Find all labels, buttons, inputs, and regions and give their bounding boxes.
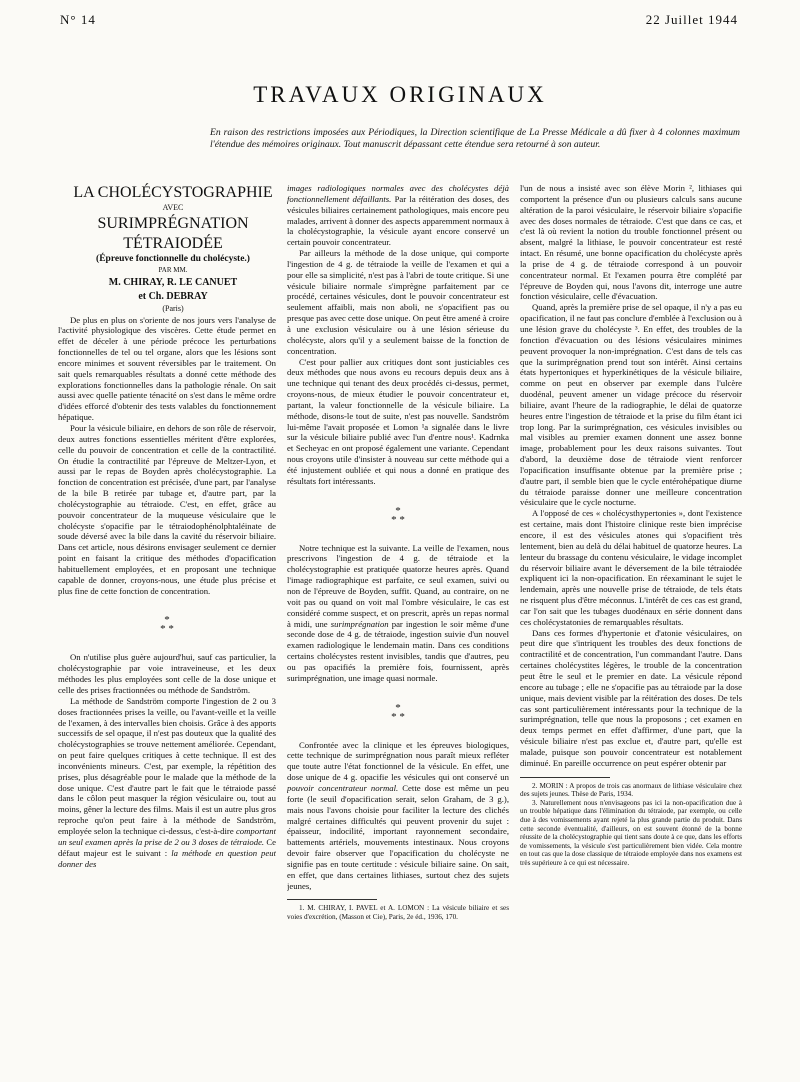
author-city: (Paris) xyxy=(162,303,184,313)
text-run: Ce défaut majeur est le suivant : xyxy=(58,836,276,858)
paragraph: De plus en plus on s'oriente de nos jours vers l'analyse de l'activité physiologique des viscères. Cette étude permet en effet de déceler à une période précoce les perturbations fonctionnelles de tel ou tel organe, alors que les lésions sont encore minimes et souvent réversibles par le traitement. On sait quels remarquables résultats a donné cette méthode des explorations fonctionnelles dans la pathologie rénale. On sait aussi avec quelle patiente ténacité on s'est dans le même ordre d'idées efforcé d'obtenir des tests valables du fonctionnement hépatique. xyxy=(58,314,276,423)
footnote-rule xyxy=(287,899,377,900)
emphasis: images radiologiques normales avec des cholécystes déjà fonctionnellement défaillants. xyxy=(287,183,509,204)
text-run: Notre technique est la suivante. La veille de l'examen, nous prescrivons l'ingestion de 4 g. de tétraiode et la cholécystographie est pratiquée quatorze heures après. Quand l'image radiographique est parfaite, ce seul examen, suivi ou non de l'épreuve de Boyden, suffit. Quand, au contraire, on ne voit pas ou quand on voit mal l'ombre vésiculaire, le cas est considéré comme suspect, et on prescrit, après un repas normal à midi, une xyxy=(287,542,509,629)
text-run: par ingestion le soir même d'une seconde dose de 4 g. de tétraiode, ingestion suivie d'un nouvel examen radiologique le lendemain matin. Dans ces conditions certains cholécystes restent invisibles, tandis que d'autres, peu ou pas opacifiés la première fois, fournissent, après surimprégnation, une image quasi normale. xyxy=(287,618,509,683)
footnote-1: 1. M. CHIRAY, I. PAVEL et A. LOMON : La vésicule biliaire et ses voies d'excrétion, (Masson et Cie), Paris, 2e éd., 1936, 170. xyxy=(287,904,509,921)
footnote-rule xyxy=(520,777,610,778)
by-line: PAR MM. xyxy=(158,265,188,274)
section-title: TRAVAUX ORIGINAUX xyxy=(253,82,547,107)
text-run: Confrontée avec la clinique et les épreuves biologiques, cette technique de surimprégnation nous paraît mieux refléter que toute autre l'état fonctionnel de la vésicule. En effet, une dose unique de 4 g. opacifie les vésicules qui ont conservé un xyxy=(287,739,509,783)
article-title-line-1: LA CHOLÉCYSTOGRAPHIE xyxy=(73,184,273,201)
authors-line-1: M. CHIRAY, R. LE CANUET xyxy=(108,276,238,288)
paragraph xyxy=(287,183,509,248)
article-title-line-4: TÉTRAIODÉE xyxy=(123,235,223,252)
section-separator: * * * xyxy=(160,614,174,636)
paragraph: Dans ces formes d'hypertonie et d'atonie vésiculaires, on peut dire que s'intriquent les troubles des deux fonctions de contractilité et de concentration, l'un commandant l'autre. Dans certaines cholécystites légères, le trouble de la concentration peut être le seul et le premier en date. La vésicule répond encore au tubage ; elle ne s'opacifie pas au tétraiode par la dose unique, mais devient visible par la réitération des doses. De tels cas sont particulièrement intéressants pour la technique de la surimprégnation, telle que nous la proposons ; cet examen en deux temps permet en effet d'affirmer, d'une part, que la vésicule biliaire n'est pas exclue et, d'autre part, qu'elle est malade, puisque son pouvoir concentrateur est notablement diminué. En pareille occurrence on peut espérer obtenir par xyxy=(520,627,742,768)
emphasis: la méthode en question peut donner des xyxy=(58,847,276,869)
issue-number: N° 14 xyxy=(60,12,96,27)
issue-date: 22 Juillet 1944 xyxy=(645,12,738,27)
paragraph: Pour la vésicule biliaire, en dehors de son rôle de réservoir, deux autres fonctions essentielles méritent d'être explorées, celle du pouvoir de concentration et celle de la contractilité. On étudie la contractilité par l'épreuve de Meltzer-Lyon, et aussi par le repas de Boyden après cholécystographie. La fonction de concentration est précisée, d'une part, par l'analyse de la bile B retirée par tubage et, d'autre part, par la cholécystographie au tétraiode. C'est, en effet, grâce au pouvoir concentrateur de la muqueuse vésiculaire que le cholécyste s'opacifie par le tétraiodophénolphtaléinate de soude déversé avec la bile dans la cavité du réservoir biliaire. Dans cet article, nous désirons envisager seulement ce dernier point en faisant la critique des méthodes d'opacification habituellement employées, et en proposant une technique capable de donner, croyons-nous, une étude plus précise et plus fine de cette fonction de concentration. xyxy=(58,422,276,596)
paragraph: Quand, après la première prise de sel opaque, il n'y a pas eu opacification, il ne faut pas conclure d'emblée à l'exclusion ou à une lésion grave du cholécyste ³. En effet, des troubles de la fonction d'évacuation ou des lésions vésiculaires minimes peuvent provoquer la non-imprégnation. C'est dans de tels cas que la surimprégnation prend tout son intérêt. Ainsi certains états hypertoniques et hyperkinétiques de la vésicule biliaire, comme on peut en observer par exemple dans l'ulcère duodénal, peuvent amener un vidage précoce du réservoir biliaire, avant l'heure de la radiographie, le délai de quatorze heures entre l'ingestion de tétraiode et la prise du film étant ici trop long. Par la surimprégnation, ces vésicules invisibles ou mal visibles au premier examen donnent une assez bonne image, probablement pour les deux raisons suivantes. Tout d'abord, la deuxième dose de tétraiode vient renforcer l'opacification insuffisante obtenue par la première prise ; d'autre part, il semble bien que le cycle entérohépatique diurne du tétraiode paraisse donner une meilleure concentration vésiculaire que le cycle nocturne. xyxy=(520,302,742,508)
paragraph: Par ailleurs la méthode de la dose unique, qui comporte l'ingestion de 4 g. de tétraiode la veille de l'examen et qui a pour elle sa simplicité, n'est pas à l'abri de toute critique. Si une vésicule biliaire normale s'imprègne parfaitement par ce procédé, certaines vésicules, dont le pouvoir concentrateur est seulement affaibli, mais non aboli, ne s'opacifient pas ou presque pas avec cette dose unique. On peut être amené à croire à une exclusion vésiculaire ou à une lésion sérieuse du cholécyste, alors qu'il y a seulement baisse de la fonction de concentration. xyxy=(287,248,509,356)
editorial-notice: En raison des restrictions imposées aux Périodiques, la Direction scientifique de La Presse Médicale a dû fixer à 4 colonnes maximum l'étendue des mémoires originaux. Tout manuscrit dépassant cette étendue sera retourné à son auteur. xyxy=(210,127,740,150)
article-subtitle: (Épreuve fonctionnelle du cholécyste.) xyxy=(96,254,250,264)
authors-line-2: et Ch. DEBRAY xyxy=(138,290,208,302)
text-run: La méthode de Sandström comporte l'ingestion de 2 ou 3 doses fractionnées prises la veille, ou l'avant-veille et la veille de l'examen, à des intervalles bien choisis. Grâce à des apports successifs de sel opaque, il n'est pas douteux que la qualité des cholécystographies se trouve nettement améliorée. Cependant, on peut faire quelques critiques à cette technique. Il est des inconvénients mineurs. C'est, par exemple, la répétition des prises, plus désagréable pour le malade que la méthode de la dose unique. C'est d'autre part le fait que le tétraiode passé dans le côlon peut masquer la région vésiculaire ou, tout au moins, gêner la lecture des films. Mais il est un autre plus gros reproche qu'on peut faire à la méthode de Sandström, employée selon la technique ci-dessus, c'est-à-dire xyxy=(58,695,276,836)
footnote-3: 3. Naturellement nous n'envisageons pas ici la non-opacification due à un trouble hépatique dans l'élimination du tétraiode, par exemple, ou celle due à des vomissements ayant rejeté la plus grande partie du produit. Dans cette seconde éventualité, d'ailleurs, on est souvent étonné de la bonne réussite de la cholécystographie qui tient sans doute à ce que, dans les efforts de vomissements, la vésicule s'est particulièrement bien vidée. Cela montre en tout cas que la dose classique de tétraiode employée dans nos examens est très supérieure à ce qui est nécessaire. xyxy=(520,798,742,867)
paragraph: l'un de nous a insisté avec son élève Morin ², lithiases qui comportent la présence d'un ou plusieurs calculs sans aucune altération de la paroi vésiculaire, le réservoir biliaire s'opacifie avec des doses normales de tétraiode. C'est que dans ce cas, et c'est là où revient la notion du trouble fonctionnel présent ou absent, malgré la lithiase, le pouvoir concentrateur est resté intact. En résumé, une bonne opacification du cholécyste après la prise de 4 g. de tétraiode correspond à un pouvoir concentrateur normal. Et l'examen pourra être complété par l'épreuve de Boyden qui, nous l'avons dit, interroge une autre fonction vésiculaire, celle d'évacuation. xyxy=(520,183,742,302)
emphasis: pouvoir concentrateur normal. xyxy=(287,782,399,793)
article-title-line-3: SURIMPRÉGNATION xyxy=(97,215,249,232)
emphasis: comportant un seul examen après la prise de 2 ou 3 doses de tétraiode. xyxy=(58,825,276,847)
paragraph xyxy=(287,740,509,892)
column-1 xyxy=(58,183,276,1065)
text-run: Cette dose est même un peu forte (le seuil d'opacification serait, selon Graham, de 3 g.), mais nous l'avons choisie pour faciliter la lecture des clichés malgré certaines difficultés qui peuvent provenir du sujet : épaisseur, indocilité, important rayonnement secondaire, battements artériels, mouvements intestinaux. Nous croyons devoir faire observer que l'opacification du cholécyste ne signifie pas en toute certitude : vésicule biliaire saine. On sait, en effet, que dans certaines lithiases, surtout chez des sujets jeunes, xyxy=(287,782,509,891)
section-separator: * * * xyxy=(391,504,405,526)
article-title-line-2: AVEC xyxy=(162,203,184,212)
paragraph: A l'opposé de ces « cholécysthypertonies », dont l'existence est certaine, mais dont l'histoire clinique reste bien imprécise encore, il est des vésicules atones qui s'opacifient très lentement, bien au delà du délai habituel de quatorze heures. La lenteur du brassage du contenu vésiculaire, le vidage incomplet du réservoir biliaire avant le déversement de la bile tétraiodée expliquent ici la non-opacification. En réexaminant le sujet le lendemain, après une nouvelle prise de tétraiode, de tels états ne risquent plus d'être méconnus. L'intérêt de ces cas est grand, car l'on sait que les tubages duodénaux en série donnent dans ces cholécystatonies de remarquables résultats. xyxy=(520,508,742,627)
text-run: Par la réitération des doses, des vésicules biliaires certainement pathologiques, mais encore peu malades, arrivent à donner des aspects apparemment normaux à la cholécystographie, la vésicule ayant encore conservé un certain pouvoir concentrateur. xyxy=(287,193,509,248)
section-separator: * * * xyxy=(391,701,405,723)
footnote-2: 2. MORIN : A propos de trois cas anormaux de lithiase vésiculaire chez des sujets jeunes. Thèse de Paris, 1934. xyxy=(520,781,742,799)
column-3 xyxy=(520,183,742,1073)
paragraph xyxy=(58,696,276,870)
paragraph xyxy=(287,543,509,684)
emphasis: surimprégnation xyxy=(330,618,389,629)
paragraph: C'est pour pallier aux critiques dont sont justiciables ces deux méthodes que nous avons eu recours depuis deux ans à une technique qui tenant des deux procédés ci-dessus, permet, croyons-nous, de mieux étudier le pouvoir concentrateur et, partant, la valeur fonctionnelle de la vésicule biliaire. La méthode, disons-le tout de suite, n'est pas nouvelle. Sandström lui-même l'avait proposée et Lomon ¹a signalée dans le livre sur la vésicule biliaire publié avec l'un d'entre nous¹. Kadrnka et Secheyac en ont proposé également une variante. Cependant nous croyons utile d'insister à nouveau sur cette méthode qui a été injustement oubliée et qui nous a donné en pratique des résultats fort intéressants. xyxy=(287,356,509,486)
paragraph: On n'utilise plus guère aujourd'hui, sauf cas particulier, la cholécystographie par voie intraveineuse, et les deux méthodes les plus employées sont celle de la dose unique et celle des prises fractionnées ou méthode de Sandström. xyxy=(58,652,276,695)
column-2 xyxy=(287,183,509,1063)
